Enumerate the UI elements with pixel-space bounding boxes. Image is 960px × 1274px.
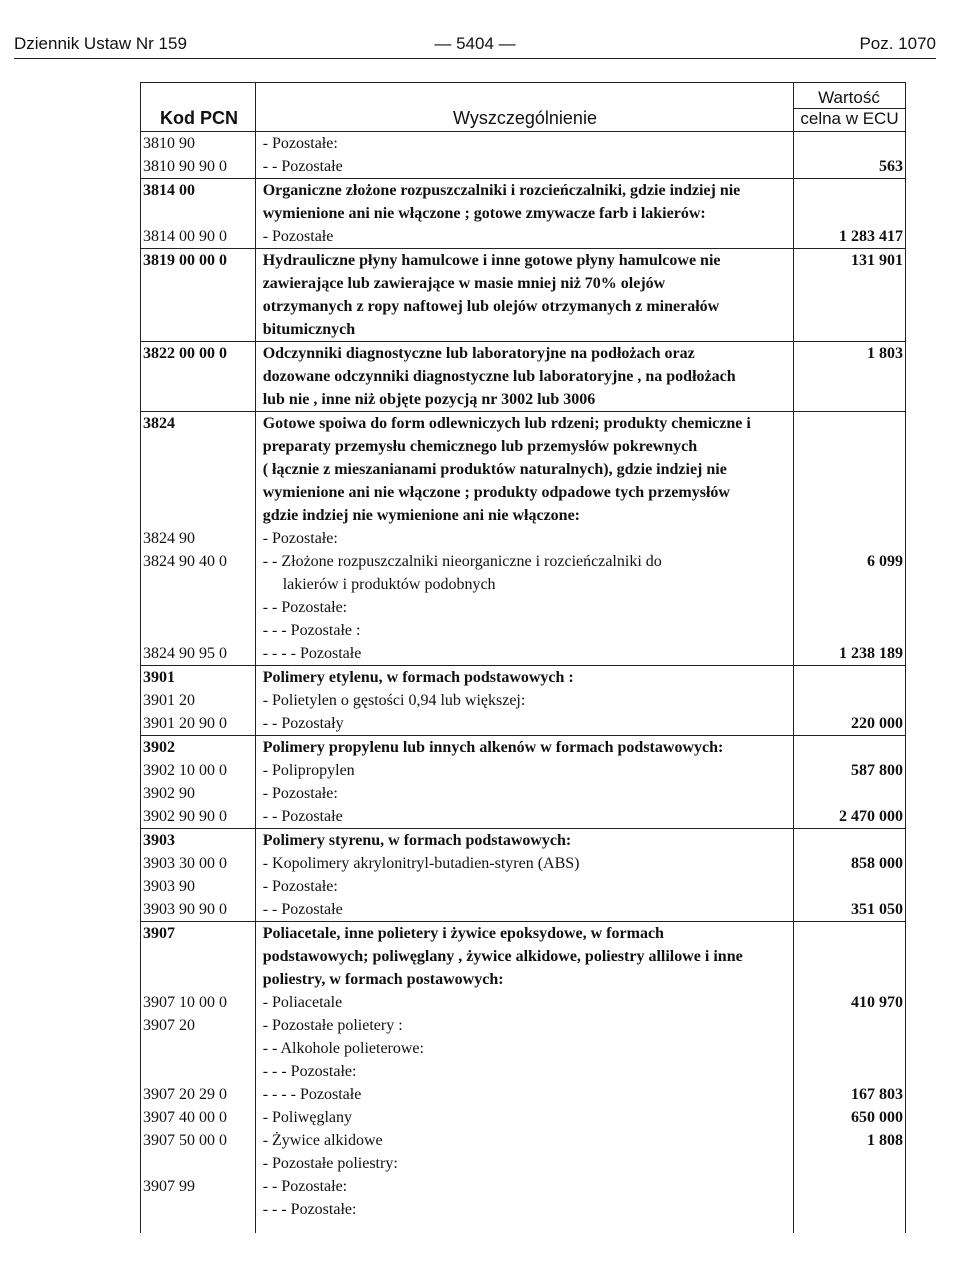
pcn-code: 3824 90 40 0 (143, 553, 227, 570)
pcn-code: 3907 20 (143, 1017, 195, 1034)
description: lub nie , inne niż objęte pozycją nr 3002 lub 3006 (262, 391, 596, 408)
description: - Pozostałe: (262, 530, 338, 547)
pcn-code: 3810 90 90 0 (143, 158, 227, 175)
customs-value: 1 803 (866, 345, 903, 362)
pcn-code: 3810 90 (143, 135, 195, 152)
description: - Pozostałe: (262, 785, 338, 802)
customs-value: 1 283 417 (838, 228, 903, 245)
description: zawierające lub zawierające w masie mniej niż 70% olejów (262, 275, 666, 292)
table-group (140, 411, 906, 665)
table-group (140, 921, 906, 1221)
description: - - - Pozostałe: (262, 1201, 357, 1218)
customs-value (793, 458, 905, 481)
pcn-code (141, 272, 259, 295)
customs-value (793, 968, 905, 991)
customs-value (793, 202, 905, 225)
description: Polimery propylenu lub innych alkenów w formach podstawowych: (262, 739, 724, 756)
pcn-code: 3903 90 (143, 878, 195, 895)
customs-value (793, 596, 905, 619)
customs-value (793, 272, 905, 295)
description: dozowane odczynniki diagnostyczne lub laboratoryjne , na podłożach (262, 368, 736, 385)
description: lakierów i produktów podobnych (282, 576, 496, 593)
customs-value (793, 1037, 905, 1060)
description: - Poliwęglany (262, 1109, 353, 1126)
pcn-code: 3814 00 (143, 182, 195, 199)
description: - - Pozostałe: (262, 1178, 348, 1195)
pcn-code: 3907 10 00 0 (143, 994, 227, 1011)
customs-value (793, 412, 905, 435)
table-group (140, 828, 906, 921)
description: - - - - Pozostałe (262, 1086, 362, 1103)
customs-value: 351 050 (850, 901, 903, 918)
customs-value: 587 800 (850, 762, 903, 779)
table-group (140, 665, 906, 735)
pcn-code: 3907 50 00 0 (143, 1132, 227, 1149)
column-header-value: Wartość celna w ECU (793, 88, 905, 129)
customs-value: 167 803 (850, 1086, 903, 1103)
customs-value (793, 132, 905, 155)
customs-value (793, 504, 905, 527)
pcn-code: 3903 30 00 0 (143, 855, 227, 872)
pcn-code: 3824 (143, 415, 175, 432)
journal-name: Dziennik Ustaw Nr 159 (14, 34, 187, 53)
customs-value: 858 000 (850, 855, 903, 872)
description: ( łącznie z mieszanianami produktów naturalnych), gdzie indziej nie (262, 461, 727, 478)
table-group (140, 131, 906, 178)
pcn-code: 3824 90 95 0 (143, 645, 227, 662)
customs-value (793, 295, 905, 318)
description: - Pozostałe polietery : (262, 1017, 403, 1034)
customs-value: 220 000 (850, 715, 903, 732)
customs-value (793, 945, 905, 968)
pcn-code: 3903 90 90 0 (143, 901, 227, 918)
pcn-code: 3901 (143, 669, 175, 686)
pcn-code (141, 435, 259, 458)
column-header-description: Wyszczególnienie (453, 108, 597, 128)
column-header-code: Kod PCN (160, 108, 238, 128)
description: poliestry, w formach postawowych: (262, 971, 504, 988)
description: Poliacetale, inne polietery i żywice epoksydowe, w formach (262, 925, 664, 942)
description: - - Pozostały (262, 715, 344, 732)
customs-value (793, 481, 905, 504)
pcn-code: 3903 (143, 832, 175, 849)
description: bitumicznych (262, 321, 356, 338)
description: otrzymanych z ropy naftowej lub olejów otrzymanych z minerałów (262, 298, 720, 315)
customs-value: 131 901 (850, 252, 903, 269)
pcn-code (141, 1152, 259, 1175)
customs-value: 2 470 000 (838, 808, 903, 825)
customs-value: 563 (878, 158, 903, 175)
pcn-code: 3901 20 (143, 692, 195, 709)
pcn-code: 3907 20 29 0 (143, 1086, 227, 1103)
customs-value (793, 318, 905, 341)
customs-value (793, 388, 905, 411)
table-body (140, 131, 906, 1233)
description: - Pozostałe: (262, 878, 338, 895)
pcn-code (141, 1198, 259, 1221)
pcn-code (141, 295, 259, 318)
pcn-code (141, 619, 259, 642)
customs-value (793, 875, 905, 898)
description: Odczynniki diagnostyczne lub laboratoryjne na podłożach oraz (262, 345, 695, 362)
customs-value (793, 1014, 905, 1037)
description: Organiczne złożone rozpuszczalniki i rozcieńczalniki, gdzie indziej nie (262, 182, 741, 199)
description: Polimery etylenu, w formach podstawowych : (262, 669, 574, 686)
description: - Polipropylen (262, 762, 355, 779)
table-group (140, 735, 906, 828)
customs-value (793, 829, 905, 852)
customs-value (793, 619, 905, 642)
pcn-code: 3822 00 00 0 (143, 345, 227, 362)
description: Gotowe spoiwa do form odlewniczych lub rdzeni; produkty chemiczne i (262, 415, 751, 432)
pcn-code (141, 318, 259, 341)
description: - Pozostałe (262, 228, 334, 245)
description: - - - Pozostałe : (262, 622, 361, 639)
description: - - - Pozostałe: (262, 1063, 357, 1080)
table-continuation (140, 1221, 906, 1233)
pcn-code (141, 1060, 259, 1083)
pcn-code (141, 388, 259, 411)
pcn-code (141, 596, 259, 619)
pcn-code (141, 1037, 259, 1060)
table-header (140, 82, 906, 131)
customs-value: 1 238 189 (838, 645, 903, 662)
pcn-code (141, 968, 259, 991)
customs-value (793, 689, 905, 712)
description: wymienione ani nie włączone ; produkty odpadowe tych przemysłów (262, 484, 730, 501)
page-number: — 5404 — (434, 34, 516, 53)
pcn-code: 3814 00 90 0 (143, 228, 227, 245)
description: - Kopolimery akrylonitryl-butadien-styren (ABS) (262, 855, 580, 872)
customs-value (793, 922, 905, 945)
pcn-code: 3907 99 (143, 1178, 195, 1195)
description: - - Alkohole polieterowe: (262, 1040, 424, 1057)
pcn-code: 3902 90 90 0 (143, 808, 227, 825)
description: - - Pozostałe (262, 158, 343, 175)
description: - - Pozostałe: (262, 599, 348, 616)
position-number: Poz. 1070 (859, 34, 936, 53)
customs-value (793, 365, 905, 388)
page-header (14, 34, 936, 58)
description: - Pozostałe poliestry: (262, 1155, 398, 1172)
description: - - Pozostałe (262, 901, 343, 918)
customs-value: 650 000 (850, 1109, 903, 1126)
table-group (140, 341, 906, 411)
description: gdzie indziej nie wymienione ani nie włączone: (262, 507, 580, 524)
description: - - - - Pozostałe (262, 645, 362, 662)
customs-value: 410 970 (850, 994, 903, 1011)
table-group (140, 248, 906, 341)
customs-value (793, 666, 905, 689)
pcn-code: 3902 90 (143, 785, 195, 802)
pcn-code (141, 365, 259, 388)
customs-value (793, 435, 905, 458)
customs-value (793, 1175, 905, 1198)
pcn-code: 3819 00 00 0 (143, 252, 227, 269)
description: - Pozostałe: (262, 135, 338, 152)
header-rule (14, 58, 936, 59)
pcn-code: 3824 90 (143, 530, 195, 547)
pcn-code: 3907 40 00 0 (143, 1109, 227, 1126)
customs-value: 1 808 (866, 1132, 903, 1149)
customs-value (793, 1152, 905, 1175)
description: - Żywice alkidowe (262, 1132, 383, 1149)
customs-value (793, 1198, 905, 1221)
tariff-table (140, 82, 906, 1233)
description: - - Pozostałe (262, 808, 343, 825)
pcn-code (141, 202, 259, 225)
description: Polimery styrenu, w formach podstawowych: (262, 832, 572, 849)
customs-value (793, 1060, 905, 1083)
table-group (140, 178, 906, 248)
pcn-code (141, 573, 259, 596)
pcn-code: 3902 (143, 739, 175, 756)
description: Hydrauliczne płyny hamulcowe i inne gotowe płyny hamulcowe nie (262, 252, 721, 269)
description: preparaty przemysłu chemicznego lub przemysłów pokrewnych (262, 438, 698, 455)
pcn-code (141, 504, 259, 527)
pcn-code: 3902 10 00 0 (143, 762, 227, 779)
customs-value (793, 527, 905, 550)
description: - Polietylen o gęstości 0,94 lub większej: (262, 692, 526, 709)
pcn-code: 3907 (143, 925, 175, 942)
description: wymienione ani nie włączone ; gotowe zmywacze farb i lakierów: (262, 205, 706, 222)
description: - - Złożone rozpuszczalniki nieorganiczne i rozcieńczalniki do (262, 553, 662, 570)
description: - Poliacetale (262, 994, 343, 1011)
customs-value (793, 782, 905, 805)
description: podstawowych; poliwęglany , żywice alkidowe, poliestry allilowe i inne (262, 948, 743, 965)
customs-value (793, 736, 905, 759)
pcn-code (141, 481, 259, 504)
pcn-code: 3901 20 90 0 (143, 715, 227, 732)
customs-value: 6 099 (866, 553, 903, 570)
pcn-code (141, 945, 259, 968)
pcn-code (141, 458, 259, 481)
customs-value (793, 573, 905, 596)
customs-value (793, 179, 905, 202)
